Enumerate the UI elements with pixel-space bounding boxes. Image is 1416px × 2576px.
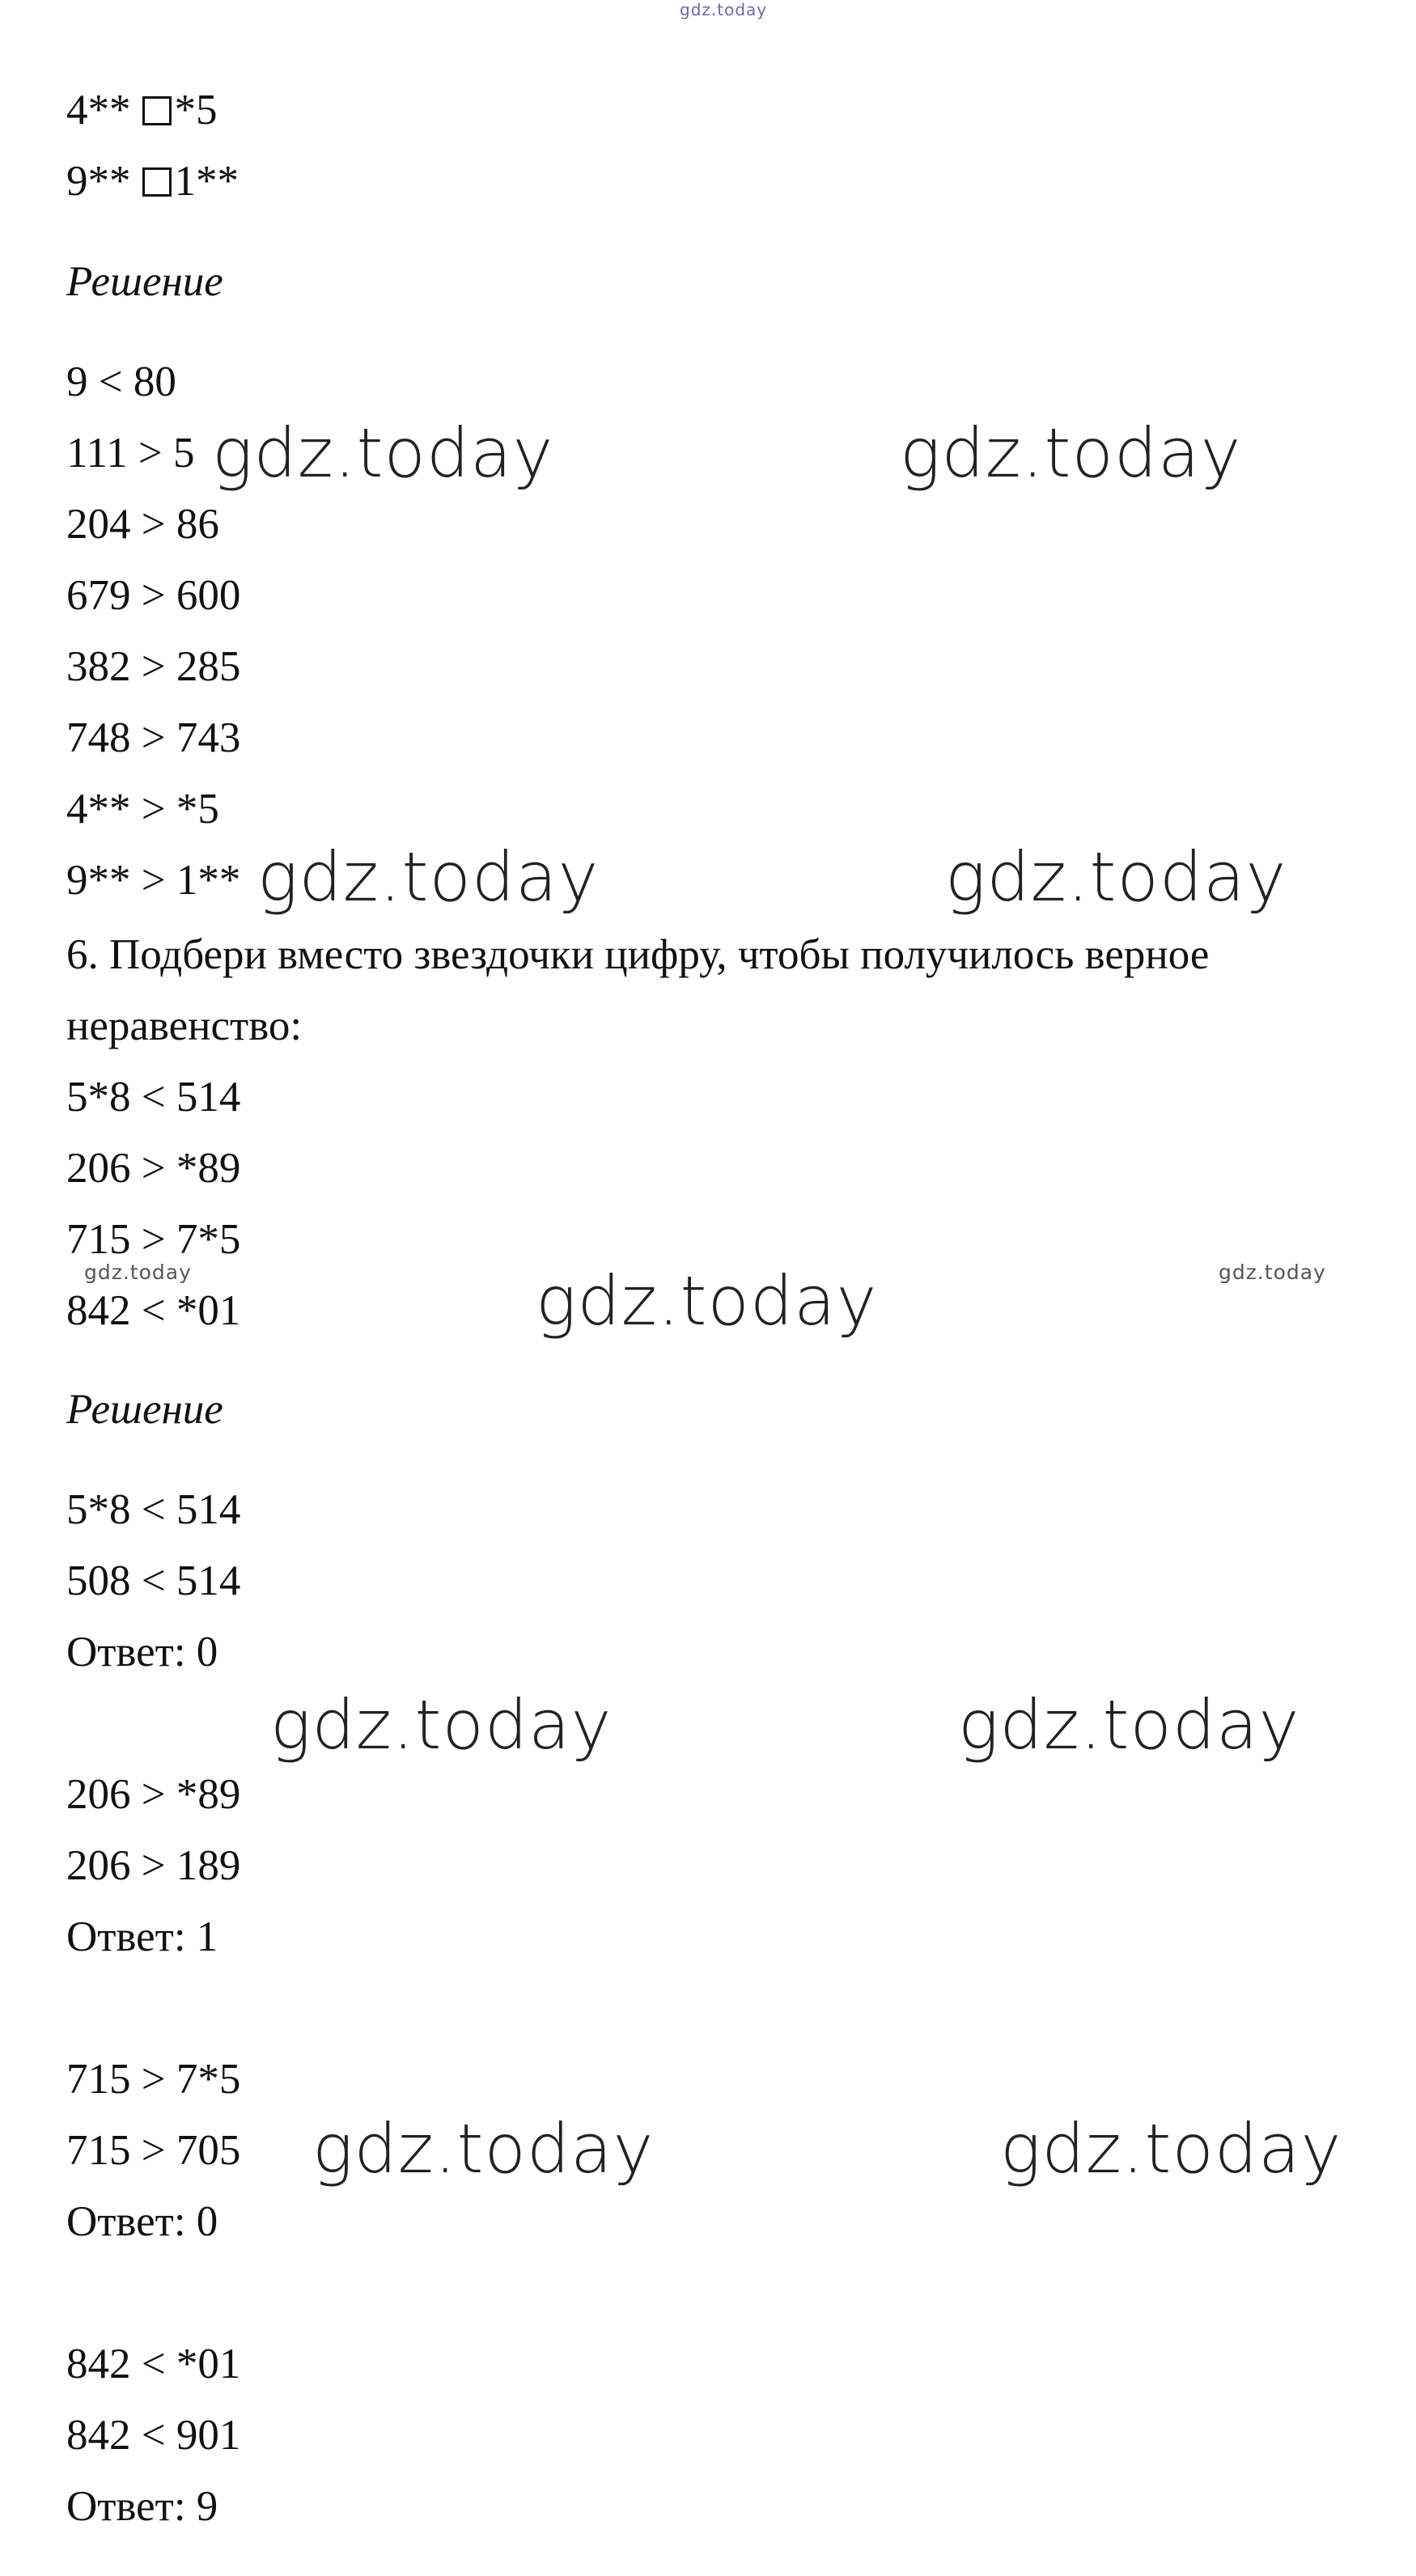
task-item: 206 > *89 xyxy=(66,1145,241,1192)
comparison-right: *5 xyxy=(174,87,218,133)
task-item: 715 > 7*5 xyxy=(66,1216,241,1263)
watermark: gdz.today xyxy=(900,413,1242,493)
comparison-left: 4** xyxy=(66,87,131,133)
comparison-row xyxy=(66,157,239,205)
task-text-line2: неравенство: xyxy=(66,1002,303,1049)
watermark: gdz.today xyxy=(536,1261,878,1341)
watermark: gdz.today xyxy=(958,1685,1300,1765)
task-text-line1: 6. Подбери вместо звездочки цифру, чтобы получилось верное xyxy=(66,931,1210,978)
solution-line: 748 > 743 xyxy=(66,714,241,761)
solution-heading: Решение xyxy=(66,1386,223,1433)
answer-line: Ответ: 9 xyxy=(66,2483,218,2530)
solution-line: 9** > 1** xyxy=(66,857,241,904)
empty-box xyxy=(142,167,172,197)
answer-line: Ответ: 0 xyxy=(66,1629,218,1676)
solution-line: 715 > 7*5 xyxy=(66,2056,241,2103)
watermark: gdz.today xyxy=(257,837,600,917)
watermark-small: gdz.today xyxy=(84,1260,192,1284)
solution-heading: Решение xyxy=(66,258,223,305)
solution-line: 111 > 5 xyxy=(66,430,195,477)
watermark: gdz.today xyxy=(270,1685,613,1765)
solution-line: 715 > 705 xyxy=(66,2127,241,2174)
solution-line: 9 < 80 xyxy=(66,358,176,405)
solution-line: 4** > *5 xyxy=(66,786,219,833)
solution-line: 206 > *89 xyxy=(66,1771,241,1818)
comparison-right: 1** xyxy=(174,158,239,205)
comparison-row xyxy=(66,86,218,134)
watermark-top: gdz.today xyxy=(680,0,768,19)
solution-line: 842 < *01 xyxy=(66,2341,241,2387)
answer-line: Ответ: 1 xyxy=(66,1913,218,1960)
task-item: 5*8 < 514 xyxy=(66,1074,241,1121)
watermark: gdz.today xyxy=(1000,2109,1342,2188)
watermark-small: gdz.today xyxy=(1219,1260,1326,1284)
solution-line: 204 > 86 xyxy=(66,501,219,548)
comparison-left: 9** xyxy=(66,158,131,205)
empty-box xyxy=(142,96,172,125)
watermark: gdz.today xyxy=(312,2109,655,2188)
solution-line: 5*8 < 514 xyxy=(66,1486,241,1533)
solution-line: 508 < 514 xyxy=(66,1557,241,1604)
solution-line: 206 > 189 xyxy=(66,1842,241,1889)
watermark: gdz.today xyxy=(212,413,554,493)
solution-line: 382 > 285 xyxy=(66,643,241,690)
task-item: 842 < *01 xyxy=(66,1287,241,1334)
solution-line: 679 > 600 xyxy=(66,572,241,619)
answer-line: Ответ: 0 xyxy=(66,2198,218,2245)
watermark: gdz.today xyxy=(945,837,1287,917)
solution-line: 842 < 901 xyxy=(66,2412,241,2459)
